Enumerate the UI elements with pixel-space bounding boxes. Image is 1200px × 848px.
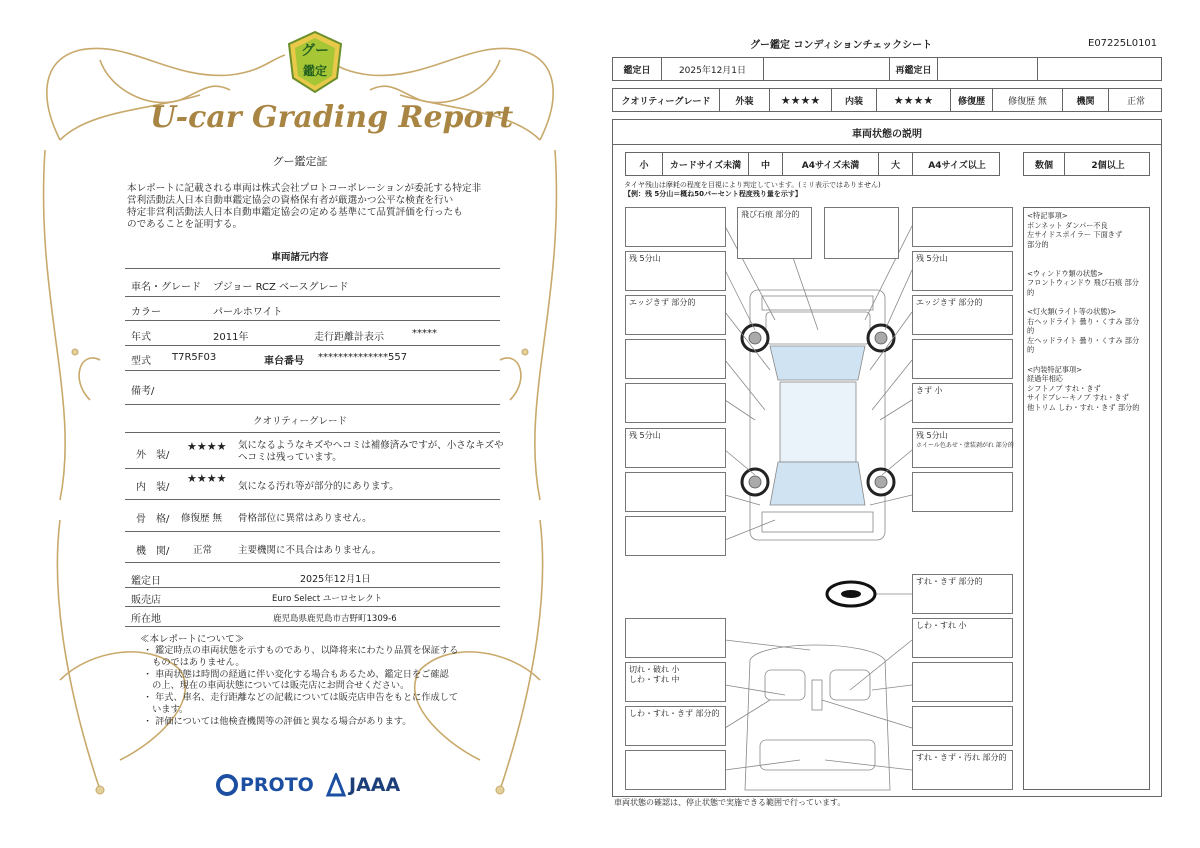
count-label: 数個 — [1034, 160, 1053, 171]
engine-desc: 主要機関に不具合はありません。 — [238, 545, 382, 556]
tire-example: 【例：残 5分山＝概ね50パーセント程度残り量を示す】 — [624, 190, 802, 198]
quality-heading: クオリティーグレード — [252, 416, 348, 427]
reappraisal-label: 再鑑定日 — [889, 58, 937, 80]
box-l7 — [625, 472, 726, 512]
exterior-label: 外装 — [719, 89, 769, 111]
note-line: <灯火類(ライト等の状態)> — [1027, 306, 1117, 316]
note-line — [1027, 355, 1146, 365]
steering-wheel-icon — [827, 582, 875, 606]
note-line: <内装特記事項> — [1027, 364, 1083, 374]
exterior-desc-line: ヘコミは残っています。 — [238, 452, 342, 463]
interior-label: 内 装/ — [136, 482, 170, 493]
exterior-label: 外 装/ — [136, 450, 170, 461]
notes-panel — [1023, 207, 1150, 790]
intro-line: 本レポートに記載される車両は株式会社プロトコーポレーションが委託する特定非 — [127, 183, 482, 194]
box-l1 — [625, 207, 726, 247]
name-value: プジョー RCZ ベースグレード — [213, 282, 349, 293]
box-l4 — [625, 339, 726, 379]
frame-desc: 骨格部位に異常はありません。 — [238, 513, 372, 524]
box-int-l1-line: 切れ・破れ 小 — [629, 665, 680, 674]
about-line: ・ 鑑定時点の車両状態を示すものであり、以降将来にわたり品質を保証する — [143, 645, 459, 656]
box-int-r4: すれ・きず・汚れ 部分的 — [912, 750, 1013, 790]
note-line: 左ヘッドライト 曇り・くすみ 部分的 — [1027, 335, 1140, 355]
exterior-desc-line: 気になるようなキズやヘコミは補修済みですが、小さなキズや — [238, 440, 504, 451]
engine-value: 正常 — [193, 545, 213, 556]
note-line: <ウィンドウ類の状態> — [1027, 268, 1104, 278]
note-line — [1027, 249, 1146, 259]
mileage-value: ***** — [412, 328, 437, 339]
about-list — [143, 645, 458, 728]
interior-label: 内装 — [831, 89, 876, 111]
note-line: 左サイドスポイラー 下面きず — [1027, 230, 1123, 240]
box-int-l1 — [625, 662, 726, 702]
size-large-desc: A4サイズ以上 — [912, 153, 1001, 175]
address-label: 所在地 — [131, 614, 161, 625]
engine-value: 正常 — [1108, 89, 1163, 111]
appraisal-date-label: 鑑定日 — [623, 65, 651, 76]
box-r4 — [912, 339, 1013, 379]
interior-desc: 気になる汚れ等が部分的にあります。 — [238, 481, 399, 492]
proto-logo-text: PROTO — [240, 774, 314, 796]
box-tire-lf: 残 5分山 — [625, 251, 726, 291]
box-tire-lr: 残 5分山 — [625, 428, 726, 468]
condition-sheet — [600, 0, 1200, 848]
box-edge-r: エッジきず 部分的 — [912, 295, 1013, 335]
frame-label: 骨 格/ — [136, 514, 170, 525]
jaaa-logo-text: JAAA — [349, 774, 401, 796]
intro-text — [127, 183, 481, 231]
box-edge-l: エッジきず 部分的 — [625, 295, 726, 335]
engine-label: 機関 — [1062, 89, 1108, 111]
about-line: ・ 年式、車名、走行距離などの記載については販売店申告をもとに作成して — [143, 692, 459, 704]
chassis-value: **************557 — [318, 352, 408, 363]
spec-heading: 車両諸元内容 — [271, 252, 329, 263]
about-line: ・ 評価については他検査機関等の評価と異なる場合があります。 — [143, 715, 412, 727]
intro-line: 営利活動法人日本自動車鑑定協会の資格保有者が厳選かつ公平な検査を行い — [127, 195, 454, 206]
note-line: <特記事項> — [1027, 211, 1068, 220]
size-small: 小 — [639, 160, 649, 171]
appraisal-date-value: 2025年12月1日 — [661, 58, 763, 80]
box-int-r1: しわ・すれ 小 — [912, 618, 1013, 658]
jaaa-logo — [326, 772, 400, 798]
box-int-r3 — [912, 706, 1013, 746]
badge-bottom: 鑑定 — [302, 64, 327, 78]
year-value: 2011年 — [213, 332, 249, 343]
color-value: パールホワイト — [213, 307, 283, 318]
box-l12 — [625, 750, 726, 790]
intro-line: のであることを証明する。 — [127, 219, 243, 230]
date-label: 鑑定日 — [131, 576, 161, 587]
note-line: サイドブレーキノブ すれ・きず — [1027, 393, 1129, 403]
condition-heading: 車両状態の説明 — [852, 129, 922, 140]
repair-label: 修復歴 — [950, 89, 992, 111]
notes-label: 備考/ — [131, 386, 155, 397]
name-label: 車名・グレード — [131, 282, 201, 293]
model-value: T7R5F03 — [172, 352, 217, 363]
interior-stars: ★★★★ — [187, 472, 227, 485]
note-line: 他トリム しわ・すれ・きず 部分的 — [1027, 402, 1140, 412]
chassis-label: 車台番号 — [264, 356, 304, 367]
note-line: 経過年相応 — [1027, 374, 1063, 384]
color-label: カラー — [131, 307, 161, 318]
date-value: 2025年12月1日 — [300, 574, 371, 585]
proto-mark-icon — [216, 774, 238, 796]
proto-logo — [216, 772, 314, 798]
report-title: U-car Grading Report — [150, 100, 514, 135]
box-scratch-r: きず 小 — [912, 383, 1013, 423]
note-line: 右ヘッドライト 曇り・くすみ 部分的 — [1027, 316, 1140, 336]
box-int-l2: しわ・すれ・きず 部分的 — [625, 706, 726, 746]
box-int-r2 — [912, 662, 1013, 702]
size-mid-desc: A4サイズ未満 — [782, 153, 878, 175]
jaaa-mark-icon — [326, 773, 346, 797]
about-line: ・ 車両状態は時間の経過に伴い変化する場合もあるため、鑑定日をご確認 — [143, 668, 449, 680]
box-l5 — [625, 383, 726, 423]
intro-line: 特定非営利活動法人日本自動車鑑定協会の定める基準にて品質評価を行ったも — [127, 207, 463, 218]
box-r1 — [912, 207, 1013, 247]
box-tire-rr-note: ホイール色あせ・塗装剥がれ 部分的 — [916, 442, 1014, 449]
about-line: ものではありません。 — [143, 656, 245, 668]
count-desc: 2個以上 — [1064, 153, 1151, 175]
frame-value: 修復歴 無 — [181, 513, 223, 524]
size-mid: 中 — [748, 153, 782, 175]
about-title: ≪本レポートについて≫ — [140, 634, 245, 645]
dealer-value: Euro Select ユーロセレクト — [272, 594, 383, 604]
mileage-label: 走行距離計表示 — [314, 332, 384, 343]
box-steering: すれ・きず 部分的 — [912, 574, 1013, 614]
size-large: 大 — [878, 153, 912, 175]
model-label: 型式 — [131, 356, 151, 367]
box-top-center2 — [824, 207, 899, 259]
dealer-label: 販売店 — [131, 595, 161, 606]
cert-title: グー鑑定証 — [272, 155, 328, 168]
box-r7 — [912, 472, 1013, 512]
tire-note: タイヤ残山は摩耗の程度を目視により判定しています。(ミリ表示ではありません) — [624, 181, 881, 189]
box-top-center: 飛び石痕 部分的 — [737, 207, 812, 259]
sheet-title: グー鑑定 コンディションチェックシート — [750, 40, 933, 51]
interior-stars: ★★★★ — [876, 89, 950, 111]
note-line: シフトノブ すれ・きず — [1027, 383, 1101, 393]
footer-note: 車両状態の確認は、停止状態で実施できる範囲で行っています。 — [614, 798, 846, 807]
doc-id: E07225L0101 — [1088, 38, 1158, 49]
engine-label: 機 関/ — [136, 546, 170, 557]
address-value: 鹿児島県鹿児島市吉野町1309-6 — [273, 614, 397, 624]
repair-value: 修復歴 無 — [992, 89, 1062, 111]
box-tire-rr — [912, 428, 1013, 468]
box-tire-rr-line: 残 5分山 — [916, 431, 948, 440]
about-line: います。 — [143, 703, 189, 715]
note-line: フロントウィンドウ 飛び石痕 部分的 — [1027, 278, 1139, 297]
exterior-stars: ★★★★ — [769, 89, 831, 111]
goo-badge — [287, 30, 343, 94]
box-l8 — [625, 516, 726, 556]
box-int-l1-line: しわ・すれ 中 — [629, 675, 680, 684]
quality-label: クオリティーグレード — [621, 96, 711, 107]
box-l9 — [625, 618, 726, 658]
box-tire-rf: 残 5分山 — [912, 251, 1013, 291]
year-label: 年式 — [131, 332, 151, 343]
note-line: ボンネット ダンパー不良 — [1027, 220, 1108, 230]
about-line: の上、現在の車両状態については販売店にお問合せください。 — [143, 680, 410, 692]
exterior-desc — [238, 440, 504, 464]
badge-top: グー — [301, 43, 329, 59]
note-line — [1027, 297, 1146, 307]
note-line: 部分的 — [1027, 239, 1049, 249]
size-small-desc: カードサイズ未満 — [662, 153, 748, 175]
exterior-stars: ★★★★ — [187, 440, 227, 453]
